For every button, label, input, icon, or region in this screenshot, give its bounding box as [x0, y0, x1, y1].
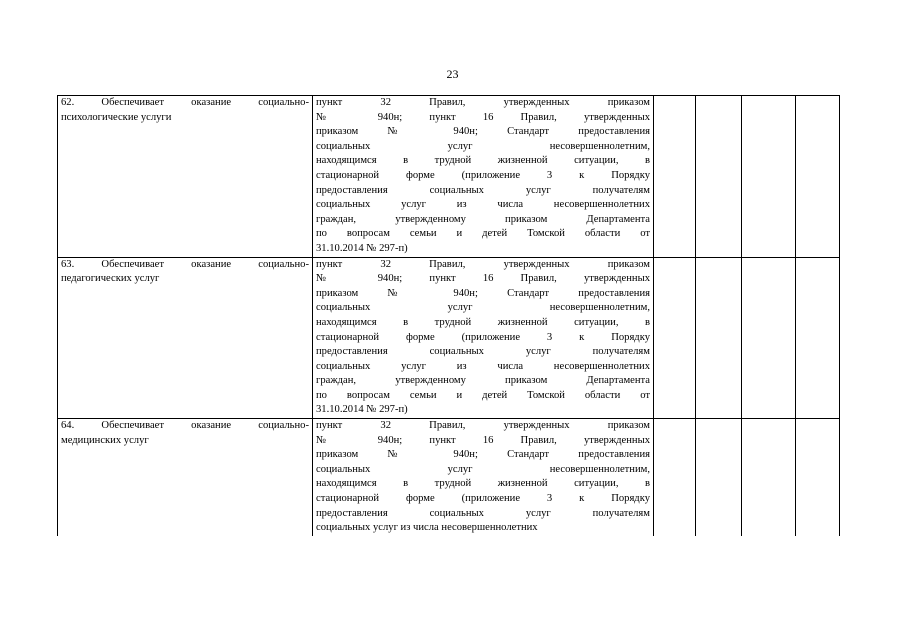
basis-line: граждан, утвержденному приказом Департамента [316, 213, 650, 225]
basis-line: предоставления социальных услуг получателям [316, 346, 650, 358]
basis-line: социальных услуг несовершеннолетним, [316, 302, 650, 314]
requirement-cell [58, 419, 313, 536]
requirement-cell [58, 96, 313, 258]
legal-basis-cell [313, 96, 654, 258]
empty-cell [696, 96, 742, 258]
basis-line: стационарной форме (приложение 3 к Порядку [316, 331, 650, 343]
empty-cell [696, 257, 742, 419]
basis-line: находящимся в трудной жизненной ситуации, в [316, 478, 650, 490]
basis-line: по вопросам семьи и детей Томской области от [316, 228, 650, 240]
empty-cell [796, 96, 840, 258]
basis-line: 31.10.2014 № 297-п) [316, 404, 408, 416]
basis-line: социальных услуг несовершеннолетним, [316, 140, 650, 152]
basis-line: приказом № 940н; Стандарт предоставления [316, 449, 650, 461]
empty-cell [742, 257, 796, 419]
item-line: 64. Обеспечивает оказание социально- [61, 420, 309, 432]
basis-line: предоставления социальных услуг получателям [316, 184, 650, 196]
empty-cell [654, 257, 696, 419]
basis-line: стационарной форме (приложение 3 к Порядку [316, 169, 650, 181]
basis-line: приказом № 940н; Стандарт предоставления [316, 287, 650, 299]
item-line: 63. Обеспечивает оказание социально- [61, 258, 309, 270]
basis-line: граждан, утвержденному приказом Департамента [316, 375, 650, 387]
requirement-cell [58, 257, 313, 419]
item-line: 62. Обеспечивает оказание социально- [61, 97, 309, 108]
legal-basis-cell [313, 419, 654, 536]
basis-line: социальных услуг из числа несовершеннолетних [316, 522, 538, 534]
basis-line: социальных услуг несовершеннолетним, [316, 463, 650, 475]
empty-cell [654, 419, 696, 536]
legal-basis-cell [313, 257, 654, 419]
empty-cell [742, 96, 796, 258]
basis-line: стационарной форме (приложение 3 к Порядку [316, 493, 650, 505]
basis-line: находящимся в трудной жизненной ситуации, в [316, 155, 650, 167]
basis-line: социальных услуг из числа несовершеннолетних [316, 199, 650, 211]
empty-cell [796, 257, 840, 419]
empty-cell [796, 419, 840, 536]
table-row [58, 257, 840, 419]
empty-cell [654, 96, 696, 258]
basis-line: по вопросам семьи и детей Томской области от [316, 389, 650, 401]
item-line: медицинских услуг [61, 434, 149, 446]
basis-line: № 940н; пункт 16 Правил, утвержденных [316, 111, 650, 123]
basis-line: № 940н; пункт 16 Правил, утвержденных [316, 434, 650, 446]
item-line: психологические услуги [61, 111, 172, 123]
basis-line: находящимся в трудной жизненной ситуации, в [316, 316, 650, 328]
basis-line: приказом № 940н; Стандарт предоставления [316, 126, 650, 138]
basis-line: пункт 32 Правил, утвержденных приказом [316, 258, 650, 270]
basis-line: социальных услуг из числа несовершеннолетних [316, 360, 650, 372]
basis-line: пункт 32 Правил, утвержденных приказом [316, 97, 650, 108]
basis-line: пункт 32 Правил, утвержденных приказом [316, 420, 650, 432]
basis-line: 31.10.2014 № 297-п) [316, 242, 408, 254]
basis-line: № 940н; пункт 16 Правил, утвержденных [316, 273, 650, 285]
table-row [58, 96, 840, 258]
requirements-table [57, 95, 840, 536]
empty-cell [742, 419, 796, 536]
empty-cell [696, 419, 742, 536]
basis-line: предоставления социальных услуг получателям [316, 507, 650, 519]
table-row [58, 419, 840, 536]
item-line: педагогических услуг [61, 273, 160, 285]
page-number: 23 [446, 67, 459, 81]
